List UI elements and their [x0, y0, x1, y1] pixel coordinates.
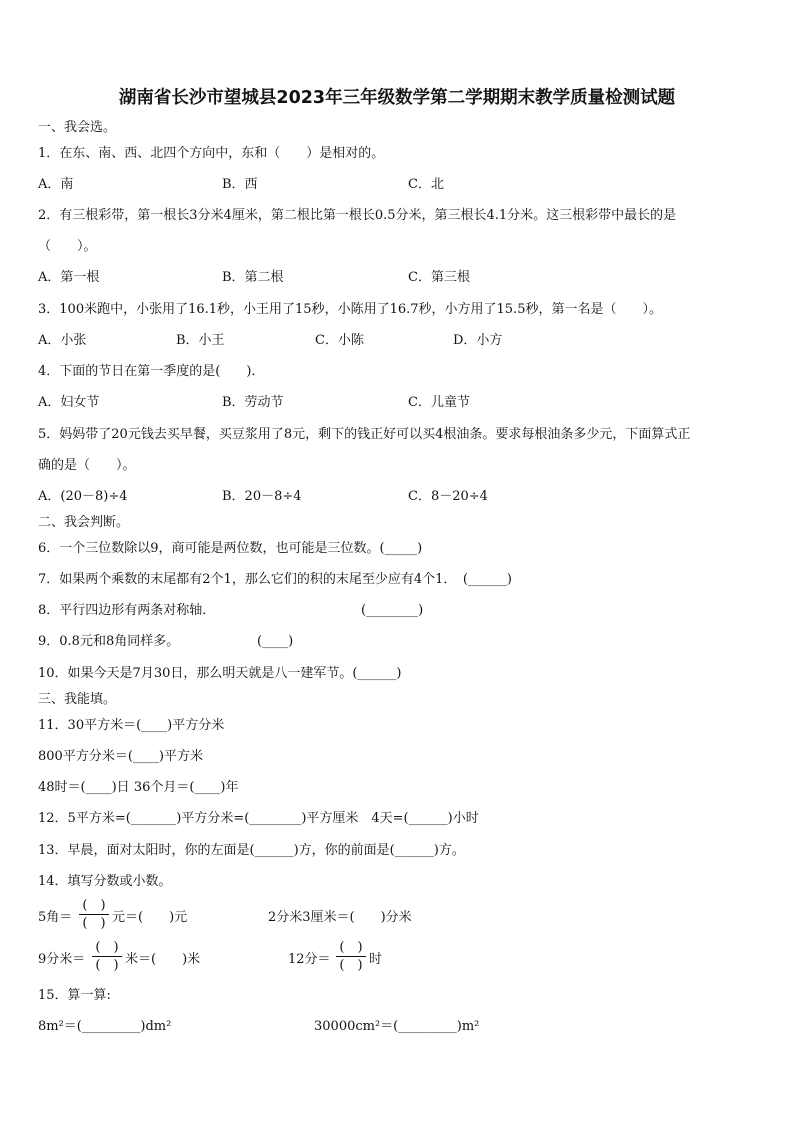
q14-line2-middle: 米＝( )米 — [125, 952, 201, 967]
question-12: 12．5平方米=(_______)平方分米=(________)平方厘米 4天=(______)小时 — [38, 811, 479, 826]
question-5: 5．妈妈带了20元钱去买早餐，买豆浆用了8元，剩下的钱正好可以买4根油条。要求每根油条多少元，下面算式正 — [38, 427, 691, 442]
q3-option-d: D．小方 — [453, 333, 503, 348]
question-11-part-2: 800平方分米＝(____)平方米 — [38, 749, 203, 764]
q14-line2-right-suffix: 时 — [369, 952, 383, 967]
question-3: 3．100米跑中，小张用了16.1秒，小王用了15秒，小陈用了16.7秒，小方用了15.5秒，第一名是（ ）。 — [38, 302, 662, 317]
q4-option-a: A．妇女节 — [38, 395, 100, 410]
q15-part-b: 30000cm²＝(_________)m² — [314, 1019, 480, 1034]
question-2: 2．有三根彩带，第一根长3分米4厘米，第二根比第一根长0.5分米，第三根长4.1分米。这三根彩带中最长的是 — [38, 208, 677, 223]
fraction-denominator[interactable]: ( ) — [95, 958, 119, 973]
q14-fraction-1 — [79, 898, 109, 931]
q14-line1-right: 2分米3厘米＝( )分米 — [268, 910, 412, 925]
q1-option-b: B．西 — [222, 177, 258, 192]
q8-answer-blank[interactable]: (________) — [361, 603, 424, 618]
page-title: 湖南省长沙市望城县2023年三年级数学第二学期期末教学质量检测试题 — [118, 88, 676, 108]
q3-option-a: A．小张 — [38, 333, 87, 348]
question-7: 7．如果两个乘数的末尾都有2个1，那么它们的积的末尾至少应有4个1． (______) — [38, 572, 512, 587]
section-heading-fill: 三、我能填。 — [38, 692, 117, 707]
q14-line1-prefix: 5角＝ — [38, 910, 73, 925]
question-6: 6．一个三位数除以9，商可能是两位数，也可能是三位数。(_____) — [38, 541, 423, 556]
q3-option-b: B．小王 — [176, 333, 225, 348]
question-5-cont: 确的是（ ）。 — [38, 458, 136, 473]
fraction-numerator[interactable]: ( ) — [82, 898, 106, 913]
q2-option-a: A．第一根 — [38, 270, 100, 285]
question-13: 13．早晨，面对太阳时，你的左面是(______)方，你的前面是(______)方。 — [38, 843, 465, 858]
q1-option-c: C．北 — [408, 177, 444, 192]
section-heading-choose: 一、我会选。 — [38, 120, 117, 135]
q14-fraction-3 — [336, 940, 366, 973]
q2-option-c: C．第三根 — [408, 270, 470, 285]
q5-option-b: B．20－8÷4 — [222, 489, 302, 504]
question-1: 1．在东、南、西、北四个方向中，东和（ ）是相对的。 — [38, 146, 385, 161]
fraction-numerator[interactable]: ( ) — [339, 940, 363, 955]
q14-fraction-2 — [92, 940, 122, 973]
q14-line1-middle: 元＝( )元 — [112, 910, 188, 925]
q9-answer-blank[interactable]: (____) — [257, 634, 294, 649]
q4-option-c: C．儿童节 — [408, 395, 470, 410]
question-14: 14．填写分数或小数。 — [38, 874, 172, 889]
q2-option-b: B．第二根 — [222, 270, 284, 285]
fraction-bar — [92, 956, 122, 957]
question-2-cont: （ ）。 — [38, 239, 97, 254]
question-10: 10．如果今天是7月30日，那么明天就是八一建军节。(______) — [38, 666, 402, 681]
fraction-bar — [336, 956, 366, 957]
question-8: 8．平行四边形有两条对称轴． — [38, 603, 216, 618]
q5-option-a: A．(20－8)÷4 — [38, 489, 128, 504]
question-9: 9．0.8元和8角同样多。 — [38, 634, 180, 649]
q4-option-b: B．劳动节 — [222, 395, 284, 410]
q5-option-c: C．8－20÷4 — [408, 489, 488, 504]
fraction-denominator[interactable]: ( ) — [82, 916, 106, 931]
fraction-numerator[interactable]: ( ) — [95, 940, 119, 955]
q15-part-a: 8m²＝(_________)dm² — [38, 1019, 172, 1034]
question-11-part-3: 48时＝(____)日 36个月＝(____)年 — [38, 780, 239, 795]
fraction-denominator[interactable]: ( ) — [339, 958, 363, 973]
question-15: 15．算一算: — [38, 988, 111, 1003]
section-heading-judge: 二、我会判断。 — [38, 515, 130, 530]
q14-line2-prefix: 9分米＝ — [38, 952, 86, 967]
question-11: 11．30平方米＝(____)平方分米 — [38, 718, 225, 733]
q1-option-a: A．南 — [38, 177, 74, 192]
question-4: 4．下面的节日在第一季度的是( )． — [38, 364, 265, 379]
fraction-bar — [79, 914, 109, 915]
q3-option-c: C．小陈 — [315, 333, 364, 348]
q14-line2-right-prefix: 12分＝ — [288, 952, 331, 967]
